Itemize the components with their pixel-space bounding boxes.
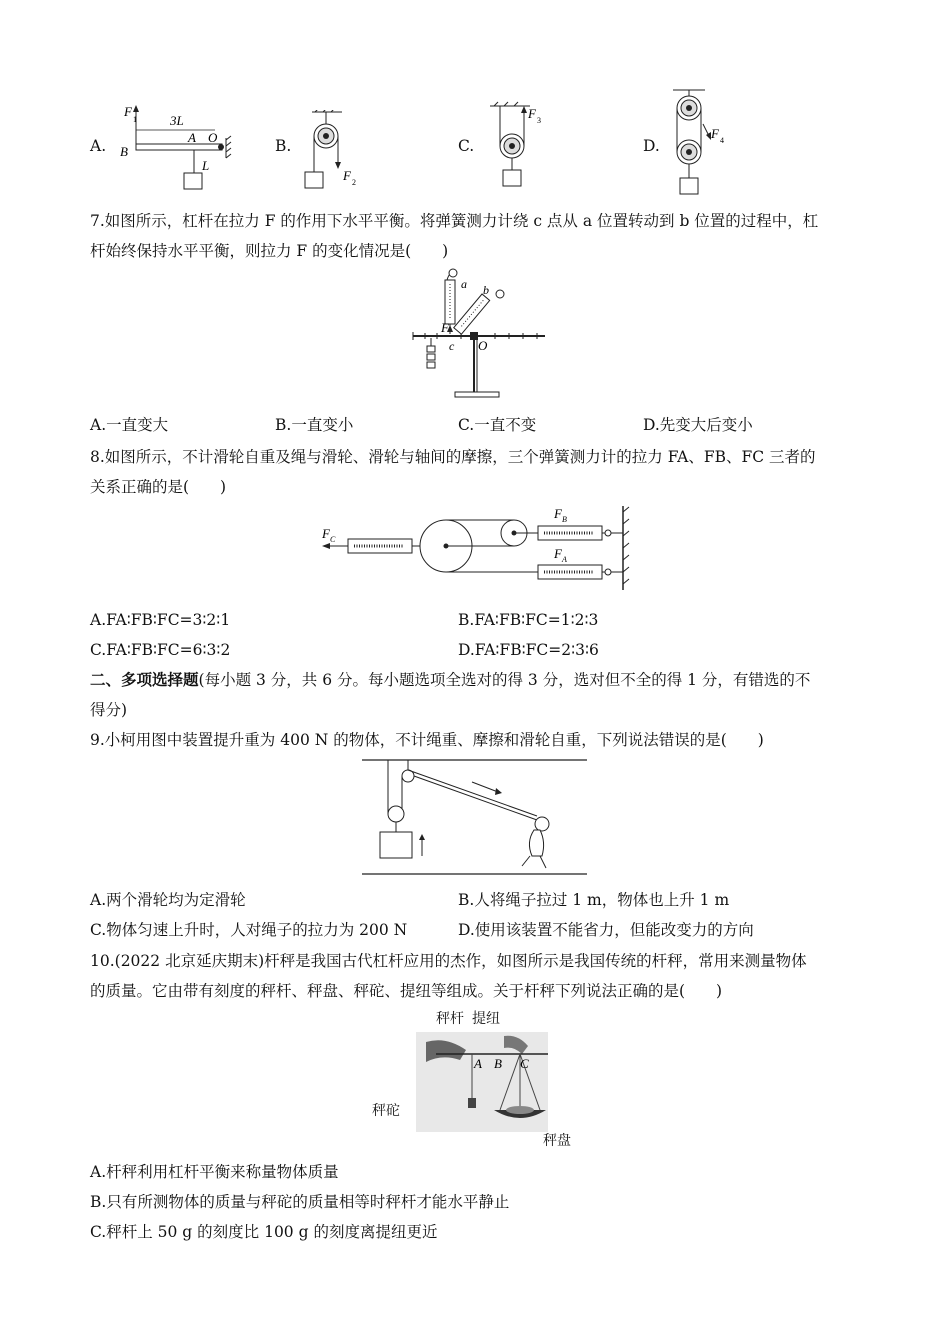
q8-option-a[interactable]: A.FA∶FB∶FC=3∶2∶1: [90, 611, 231, 629]
point-a: A: [474, 1056, 482, 1071]
q9-stem: 9.小柯用图中装置提升重为 400 N 的物体，不计绳重、摩擦和滑轮自重，下列说法错误的是( ): [90, 731, 764, 749]
q7-option-c[interactable]: C.一直不变: [458, 416, 537, 434]
option-letter: C.: [458, 137, 475, 155]
f1-sub: 1: [133, 115, 137, 124]
option-letter: D.: [643, 137, 660, 155]
q7-stem-line1: 7.如图所示，杠杆在拉力 F 的作用下水平平衡。将弹簧测力计绕 c 点从 a 位置转动到 b 位置的过程中，杠: [90, 212, 819, 230]
q7-option-a[interactable]: A.一直变大: [90, 416, 169, 434]
f2-label: F: [343, 168, 351, 183]
q7-option-d[interactable]: D.先变大后变小: [643, 416, 753, 434]
q9-option-a[interactable]: A.两个滑轮均为定滑轮: [90, 891, 246, 909]
q8-option-d[interactable]: D.FA∶FB∶FC=2∶3∶6: [458, 641, 599, 659]
f4-sub: 4: [720, 136, 724, 145]
q6-option-a: [90, 100, 240, 195]
fixed-pulley-diagram: [300, 110, 380, 195]
steelyard-photo: [416, 1032, 548, 1132]
q8-pulley-figure: [318, 502, 638, 597]
f4-label: F: [711, 126, 719, 141]
q7-option-b[interactable]: B.一直变小: [275, 416, 354, 434]
f1-label: F: [124, 104, 132, 119]
fb-label: F: [554, 506, 562, 521]
q9-pulley-figure: [362, 756, 587, 878]
label-c: c: [449, 339, 455, 353]
label-rod: 秤杆: [436, 1011, 464, 1027]
q7-lever-figure: [405, 268, 555, 403]
point-c: C: [520, 1056, 529, 1071]
section2-title: 二、多项选择题: [90, 670, 199, 689]
label-pan: 秤盘: [543, 1133, 571, 1149]
section2-note-line2: 得分): [90, 701, 128, 719]
q8-option-c[interactable]: C.FA∶FB∶FC=6∶3∶2: [90, 641, 231, 659]
q10-stem-line2: 的质量。它由带有刻度的秤杆、秤盘、秤砣、提纽等组成。关于杆秤下列说法正确的是( ): [90, 982, 723, 1000]
section2-note: (每小题 3 分，共 6 分。每小题选项全选对的得 3 分，选对但不全的得 1 分，有错选的不: [198, 671, 811, 689]
q10-option-a[interactable]: A.杆秤利用杠杆平衡来称量物体质量: [90, 1163, 339, 1181]
q6-option-d: [643, 88, 753, 198]
point-a: A: [188, 130, 196, 145]
label-b: b: [483, 283, 489, 297]
section2-header: [90, 670, 860, 690]
q8-option-b[interactable]: B.FA∶FB∶FC=1∶2∶3: [458, 611, 599, 629]
label-weight: 秤砣: [372, 1103, 400, 1119]
label-a: a: [461, 277, 467, 291]
q8-stem-line1: 8.如图所示，不计滑轮自重及绳与滑轮、滑轮与轴间的摩擦，三个弹簧测力计的拉力 FA、FB、FC 三者的: [90, 448, 816, 466]
option-letter: B.: [275, 137, 292, 155]
q6-option-b: [275, 110, 375, 195]
fc-label: F: [322, 526, 330, 541]
point-o: O: [208, 130, 218, 145]
len-label: 3L: [170, 113, 184, 128]
point-b: B: [494, 1056, 502, 1071]
option-letter: A.: [90, 137, 107, 155]
fa-sub: A: [562, 555, 567, 564]
fc-sub: C: [330, 535, 336, 544]
label-f: F: [441, 320, 449, 335]
fb-sub: B: [562, 515, 567, 524]
q9-option-c[interactable]: C.物体匀速上升时，人对绳子的拉力为 200 N: [90, 921, 408, 939]
pulley-block-diagram: [669, 88, 749, 198]
label-o: O: [478, 338, 488, 353]
q10-option-c[interactable]: C.秤杆上 50 g 的刻度比 100 g 的刻度离提纽更近: [90, 1223, 438, 1241]
f3-label: F: [528, 106, 536, 121]
q8-stem-line2: 关系正确的是( ): [90, 478, 227, 496]
q7-stem-line2: 杆始终保持水平平衡，则拉力 F 的变化情况是( ): [90, 242, 449, 260]
point-b: B: [120, 144, 128, 159]
label-knob: 提纽: [472, 1011, 500, 1027]
q9-option-d[interactable]: D.使用该装置不能省力，但能改变力的方向: [458, 921, 754, 939]
movable-pulley-diagram: [486, 100, 566, 195]
lever-diagram: [110, 100, 240, 195]
q9-option-b[interactable]: B.人将绳子拉过 1 m，物体也上升 1 m: [458, 891, 730, 909]
f3-sub: 3: [537, 116, 541, 125]
q6-option-c: [458, 100, 568, 195]
q10-option-b[interactable]: B.只有所测物体的质量与秤砣的质量相等时秤杆才能水平静止: [90, 1193, 510, 1211]
f2-sub: 2: [352, 178, 356, 187]
point-l: L: [202, 158, 210, 173]
q10-stem-line1: 10.(2022 北京延庆期末)杆秤是我国古代杠杆应用的杰作，如图所示是我国传统的杆秤，常用来测量物体: [90, 952, 807, 970]
fa-label: F: [554, 546, 562, 561]
q10-steelyard-figure: [368, 1006, 588, 1151]
